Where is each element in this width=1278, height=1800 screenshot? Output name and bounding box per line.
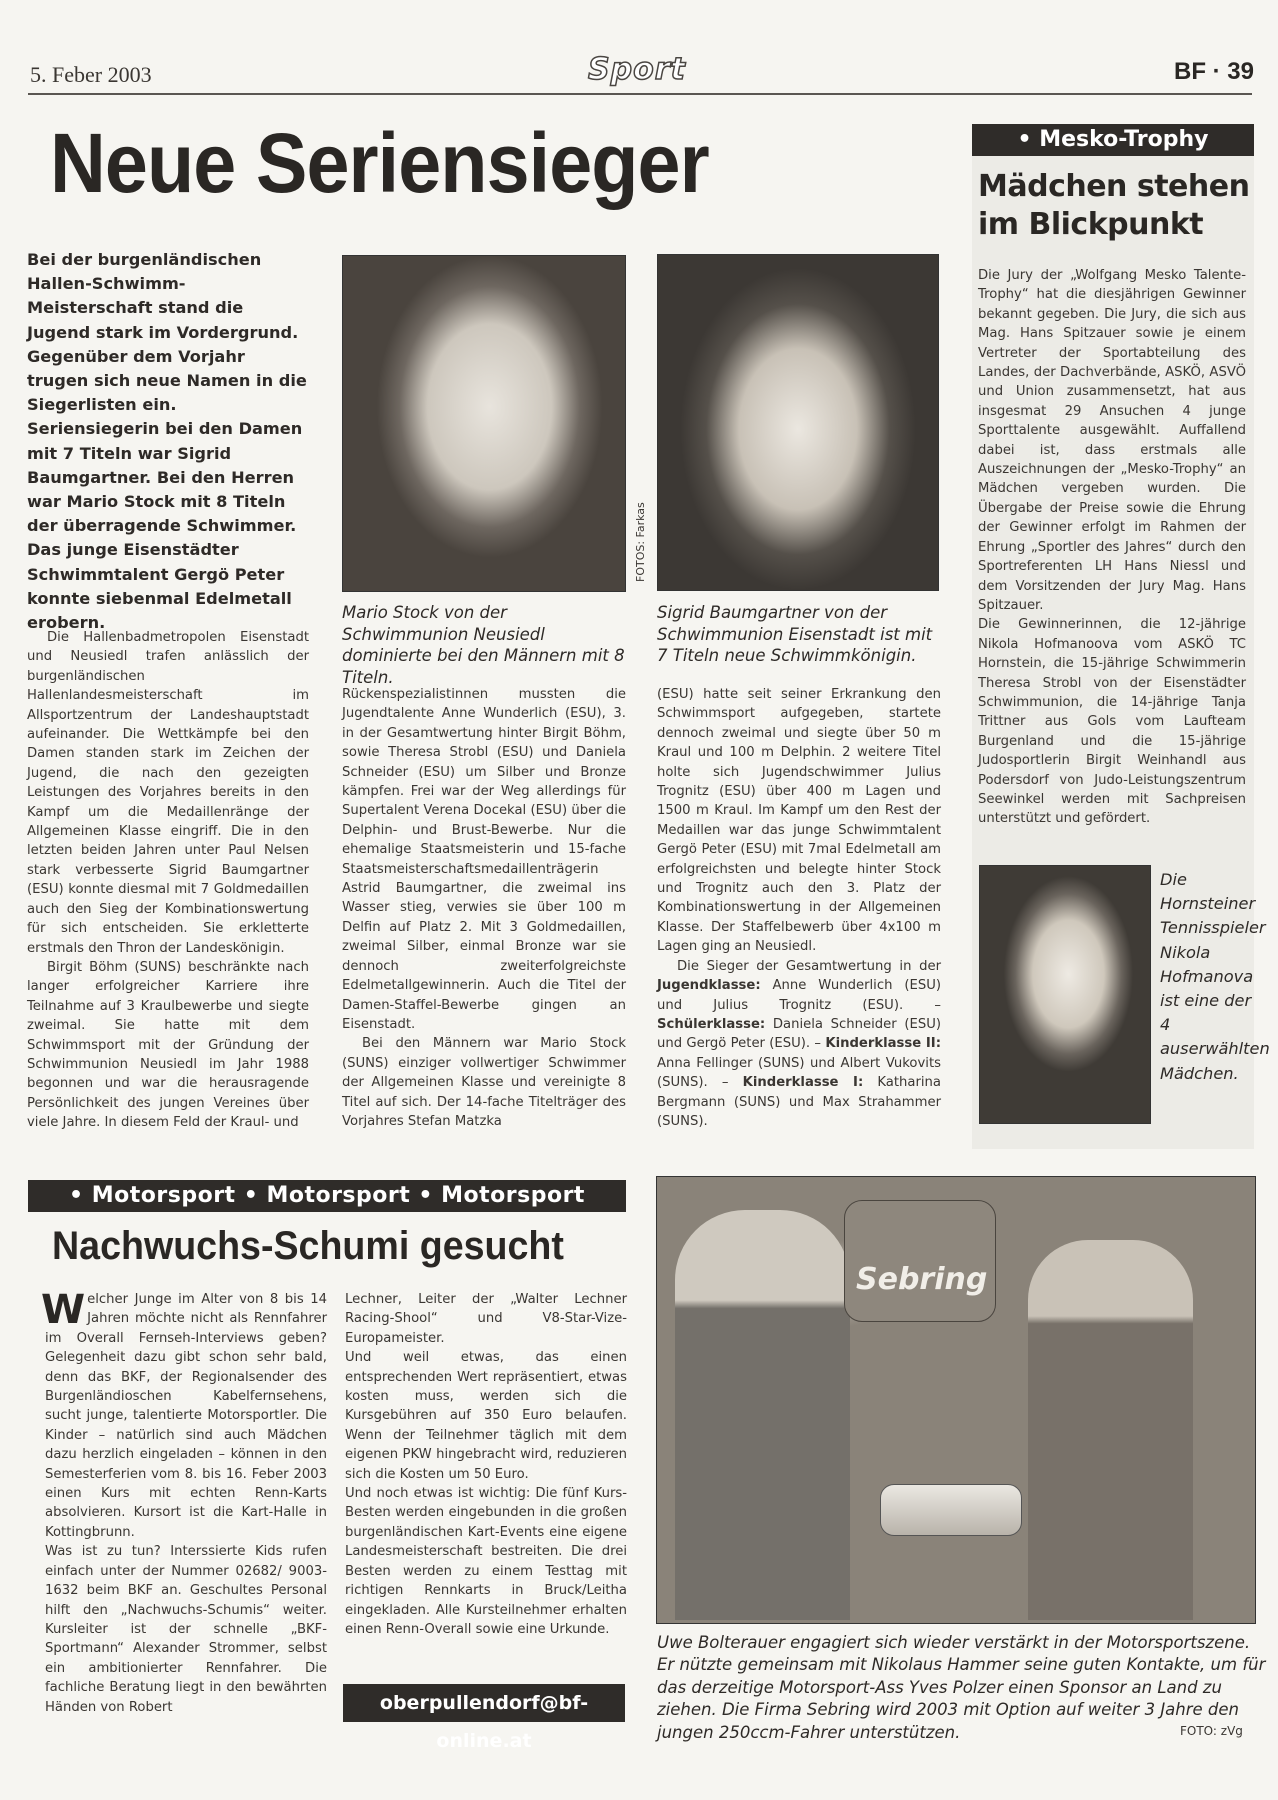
header-rule bbox=[28, 93, 1252, 95]
sidebar-kicker: • Mesko-Trophy bbox=[972, 124, 1254, 156]
sidebar-title: Mädchen stehen im Blickpunkt bbox=[978, 169, 1250, 242]
caption-nikola: Die Hornsteiner Tennisspieler Nikola Hofmanova ist eine der 4 auserwählten Mädchen. bbox=[1160, 870, 1270, 1083]
results-intro: Die Sieger der Gesamtwertung in der bbox=[677, 958, 941, 974]
article-column-1 bbox=[27, 628, 309, 1133]
photo-person-left bbox=[675, 1210, 850, 1620]
article-column-2 bbox=[342, 685, 626, 1131]
result-text: Anna Fellinger (SUNS) und Albert Vukovits (SUNS). – bbox=[657, 1055, 941, 1091]
main-headline: Neue Seriensieger bbox=[50, 116, 709, 210]
motorsport-column-1 bbox=[41, 1287, 327, 1717]
result-text: Anne Wunderlich (ESU) und Julius Trognitz (ESU). – bbox=[657, 978, 941, 1013]
issue-date: 5. Feber 2003 bbox=[30, 62, 152, 87]
result-text: Daniela Schneider (ESU) und Gergö Peter (ESU). – bbox=[657, 1016, 941, 1052]
photo-nikola-hofmanova bbox=[979, 865, 1151, 1124]
article-column-3 bbox=[657, 685, 941, 1131]
paragraph: Rückenspezialistinnen mussten die Jugendtalente Anne Wunderlich (ESU), 3. in der Gesamtwertung hinter Birgit Böhm, sowie Theresa Strobl (ESU) und Daniela Schneider (ESU) um Silber und Bronze kämpfen. Frei war der Weg allerdings für Supertalent Verena Docekal (ESU) über die Delphin- und Brust-Bewerbe. Nur die ehemalige Staatsmeisterin und 15-fache Staatsmeisterschaftsmedaillenträgerin Astrid Baumgartner, die zweimal ins Wasser stieg, verwies sie über 100 m Delfin auf Platz 2. Mit 3 Goldmedaillen, zweimal Silber, einmal Bronze war sie dennoch zweiterfolgreichste Edelmetallgewinnerin. Auch die Titel der Damen-Staffel-Bewerbe gingen an Eisenstadt. bbox=[342, 687, 626, 1032]
paragraph: Bei den Männern war Mario Stock (SUNS) einziger vollwertiger Schwimmer der Allgemeinen Klasse und vereinigte 8 Titel auf sich. Der 14-fache Titelträger des Vorjahres Stefan Matzka bbox=[342, 1036, 626, 1129]
paragraph-text: elcher Junge im Alter von 8 bis 14 Jahren möchte nicht als Rennfahrer im Overall Fernseh-Interviews geben? Gelegenheit dazu gibt schon sehr bald, denn das BKF, der Regionalsender des Burgenländioschen Kabelfernsehens, sucht junge, talentierte Motorsportler. Die Kinder – natürlich sind auch Mädchen dazu herzlich eingeladen – können in den Semesterferien vom 8. bis 16. Feber 2003 einen Kurs mit echten Renn-Karts absolvieren. Kursort ist die Kart-Halle in Kottingbrunn. bbox=[45, 1292, 327, 1540]
paragraph bbox=[41, 1287, 327, 1542]
paragraph: Die Hallenbadmetropolen Eisenstadt und Neusiedl trafen anlässlich der burgenländischen Hallenlandesmeisterschaft im Allsportzentrum der Landeshauptstadt aufeinander. Die Wettkämpfe bei den Damen standen stark im Zeichen der Jugend, die nach den gezeigten Leistungen des Vorjahres bereits in den Kampf um die Medaillenränge der Allgemeinen Klasse eingriff. Die in den letzten beiden Jahren unter Paul Nelsen stark verbesserte Sigrid Baumgartner (ESU) konnte diesmal mit 7 Goldmedaillen auch den Sieg der Kombinationswertung für sich entscheiden. Sie erkletterte erstmals den Thron der Landeskönigin. bbox=[27, 630, 309, 956]
photo-sponsor-sign bbox=[844, 1200, 996, 1322]
paragraph: Und noch etwas ist wichtig: Die fünf Kurs-Besten werden eingebunden in die großen burgenländischen Kart-Events eine eigene Landesmeisterschaft bestreiten. Die drei Besten werden zu einem Testtag mit richtigen Rennkarts in Bruck/Leitha eingekladen. Alle Kursteilnehmer erhalten einen Renn-Overall sowie eine Urkunde. bbox=[345, 1486, 627, 1637]
photo-credit: FOTOS: Farkas bbox=[634, 502, 647, 582]
result-label: Schülerklasse: bbox=[657, 1016, 766, 1032]
paragraph: Die Gewinnerinnen, die 12-jährige Nikola Hofmanoova vom ASKÖ TC Hornstein, die 15-jährige Schwimmerin Theresa Strobl von der Eisenstädter Schwimmunion, die 14-jährige Tanja Trittner aus Gols vom Laufteam Burgenland und die 15-jährige Judosportlerin Birgit Weinhandl aus Podersdorf von Judo-Leistungszentrum Seewinkel werden mit Sachpreisen unterstützt und gefördert. bbox=[978, 617, 1246, 827]
caption-sigrid: Sigrid Baumgartner von der Schwimmunion Eisenstadt ist mit 7 Titeln neue Schwimmkönigin. bbox=[657, 603, 933, 665]
drop-cap: W bbox=[41, 1287, 86, 1333]
caption-motorsport: Uwe Bolterauer engagiert sich wieder verstärkt in der Motorsportszene. Er nützte gemeinsam mit Nikolaus Hammer seine guten Kontakte, um für das derzeitige Motorsport-Ass Yves Polzer einen Sponsor an Land zu ziehen. Die Firma Sebring wird 2003 mit Option auf weiter 3 Jahre den jungen 250ccm-Fahrer unterstützen. bbox=[657, 1633, 1266, 1742]
sidebar-body bbox=[978, 266, 1246, 829]
photo-mario-stock bbox=[342, 255, 626, 592]
caption-mario: Mario Stock von der Schwimmunion Neusiedl dominierte bei den Männern mit 8 Titeln. bbox=[342, 603, 625, 687]
result-label: Jugendklasse: bbox=[657, 978, 761, 994]
photo-credit-motorsport: FOTO: zVg bbox=[1180, 1724, 1243, 1738]
paragraph: Birgit Böhm (SUNS) beschränkte nach langer erfolgreicher Karriere ihre Teilnahme auf 3 Kraulbewerbe und siegte zweimal. Sie hatte mit dem Schwimmsport mit der Gründung der Schwimmunion Neusiedl im Jahr 1988 begonnen und war die herausragende Persönlichkeit des jungen Vereines über viele Jahre. In diesem Feld der Kraul- und bbox=[27, 959, 309, 1131]
result-label: Kinderklasse I: bbox=[742, 1075, 864, 1091]
result-text: Katharina Bergmann (SUNS) und Max Strahammer (SUNS). bbox=[657, 1075, 941, 1129]
page-number: BF · 39 bbox=[1173, 58, 1254, 85]
motorsport-kicker: • Motorsport • Motorsport • Motorsport bbox=[28, 1180, 626, 1212]
result-label: Kinderklasse II: bbox=[825, 1036, 941, 1052]
paragraph: Lechner, Leiter der „Walter Lechner Racing-Shool“ und V8-Star-Vize-Europameister. bbox=[345, 1292, 627, 1346]
article-lead: Bei der burgenländischen Hallen-Schwimm-Meisterschaft stand die Jugend stark im Vordergrund. Gegenüber dem Vorjahr trugen sich neue Namen in die Siegerlisten ein. Seriensiegerin bei den Damen mit 7 Titeln war Sigrid Baumgartner. Bei den Herren war Mario Stock mit 8 Titeln der überragende Schwimmer. Das junge Eisenstädter Schwimmtalent Gergö Peter konnte siebenmal Edelmetall erobern. bbox=[27, 250, 307, 633]
motorsport-headline: Nachwuchs-Schumi gesucht bbox=[52, 1224, 564, 1268]
paragraph: (ESU) hatte seit seiner Erkrankung den Schwimmsport aufgegeben, startete dennoch zweimal und siegte über 50 m Kraul und 100 m Delphin. 2 weitere Titel holte sich Jugendschwimmer Julius Trognitz (ESU) über 400 m Lagen und 1500 m Kraul. Im Kampf um den Rest der Medaillen war das junge Schwimmtalent Gergö Peter (ESU) mit 7mal Edelmetall am erfolgreichsten und belegte hinter Stock und Trognitz auch den 3. Platz der Kombinationswertung in der Allgemeinen Klasse. Der Staffelbewerb über 4x100 m Lagen ging an Neusiedl. bbox=[657, 687, 941, 955]
photo-sigrid-baumgartner bbox=[657, 254, 939, 591]
motorsport-column-2 bbox=[345, 1290, 627, 1639]
paragraph: Die Jury der „Wolfgang Mesko Talente-Trophy“ hat die diesjährigen Gewinner bekannt gegeben. Die Jury, die sich aus Mag. Hans Spitzauer sowie je einem Vertreter der Sportabteilung des Landes, der Dachverbände, ASKÖ, ASVÖ und Union zusammensetzt, hat aus insgesmat 29 Ansuchen 4 junge Sporttalente ausgewählt. Auffallend dabei ist, dass erstmals alle Auszeichnungen der „Mesko-Trophy“ an Mädchen vergeben wurden. Die Übergabe der Preise sowie die Ehrung der Gewinner erfolgt im Rahmen der Ehrung „Sportler des Jahres“ durch den Sportreferenten LH Hans Niessl und dem Vorsitzenden der Jury Mag. Hans Spitzauer. bbox=[978, 268, 1246, 613]
paragraph: Und weil etwas, das einen entsprechenden Wert repräsentiert, etwas kosten muss, werden sich die Kursgebühren auf 350 Euro belaufen. Wenn der Teilnehmer täglich mit dem eigenen PKW hingebracht wird, reduzieren sich die Kosten um 50 Euro. bbox=[345, 1350, 627, 1482]
photo-exhaust-part bbox=[880, 1484, 1022, 1536]
photo-person-right bbox=[1028, 1240, 1193, 1620]
paragraph: Was ist zu tun? Interssierte Kids rufen einfach unter der Nummer 02682/ 9003-1632 beim BKF an. Geschultes Personal hilft den „Nachwuchs-Schumis“ weiter. Kursleiter ist der schnelle „BKF-Sportmann“ Alexander Strommer, selbst ein ambitionierter Rennfahrer. Die fachliche Beratung liegt in den bewährten Händen von Robert bbox=[45, 1544, 327, 1715]
photo-sponsor-logo: Sebring bbox=[856, 1262, 988, 1297]
section-title: Sport bbox=[588, 52, 686, 87]
results-paragraph bbox=[657, 957, 941, 1132]
contact-email[interactable]: oberpullendorf@bf-online.at bbox=[343, 1684, 625, 1722]
